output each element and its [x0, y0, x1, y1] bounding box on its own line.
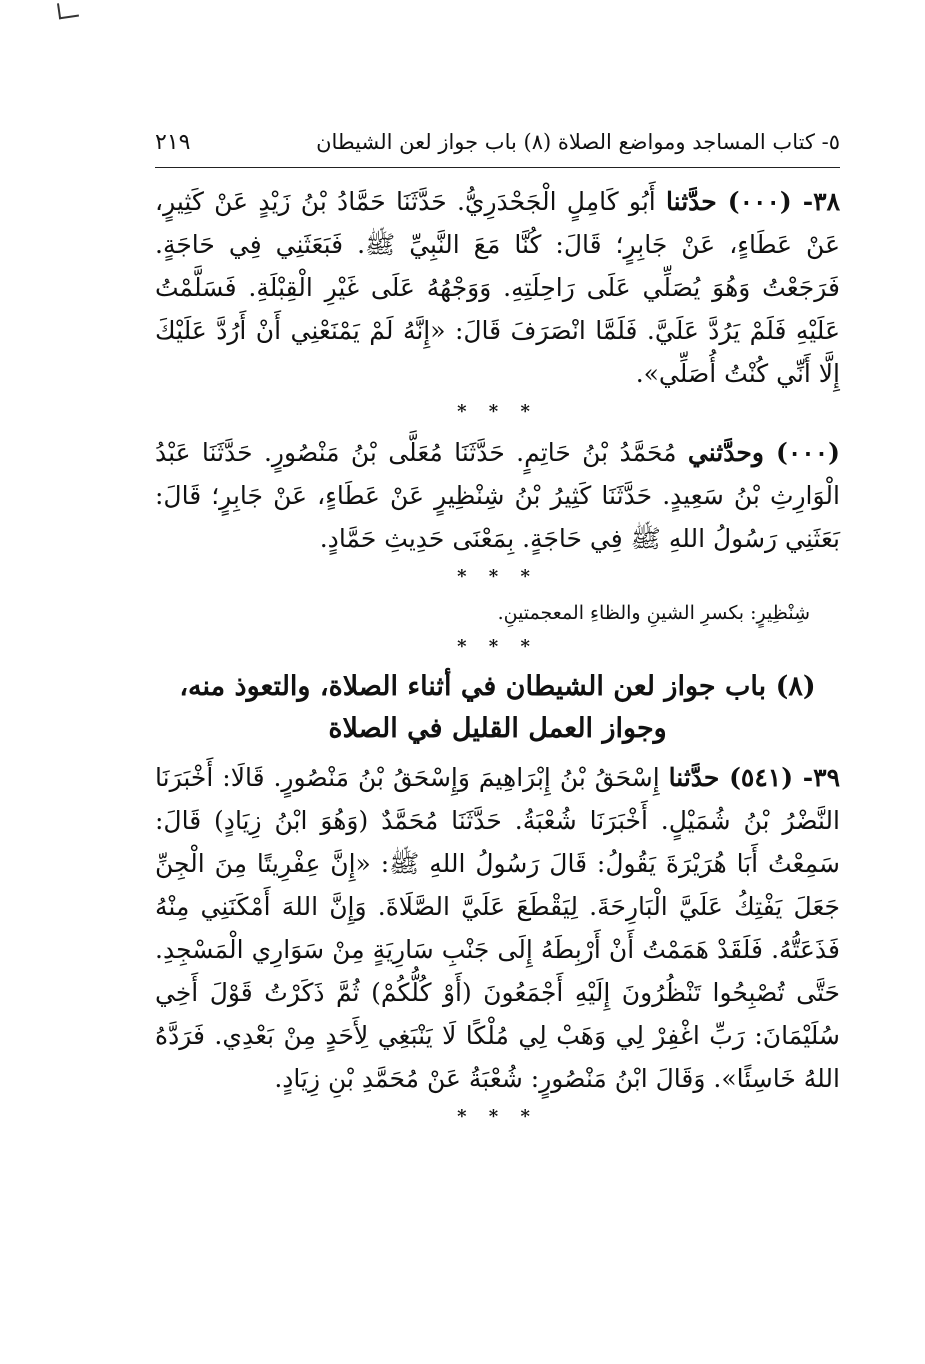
hadith-38-text: أَبُو كَامِلٍ الْجَحْدَرِيُّ. حَدَّثَنَا حَمَّادُ بْنُ زَيْدٍ عَنْ كَثِيرٍ، عَنْ عَطَاءٍ، عَنْ جَابِرٍ؛ قَالَ: كُنَّا مَعَ النَّبِيِّ ﷺ. فَبَعَثَنِي فِي حَاجَةٍ. فَرَجَعْتُ وَهُوَ يُصَلِّي عَلَى رَاحِلَتِهِ. وَوَجْهُهُ عَلَى غَيْرِ الْقِبْلَةِ. فَسَلَّمْتُ عَلَيْهِ فَلَمْ يَرُدَّ عَلَيَّ. فَلَمَّا انْصَرَفَ قَالَ: «إِنَّهُ لَمْ يَمْنَعْنِي أَنْ أَرُدَّ عَلَيْكَ إِلَّا أَنِّي كُنْتُ أُصَلِّي». — [155, 187, 840, 388]
separator: * * * — [457, 401, 538, 422]
separator: * * * — [457, 636, 538, 657]
hadith-38 — [155, 180, 840, 395]
page-header — [155, 120, 840, 168]
chapter-heading-line-2: وجواز العمل القليل في الصلاة — [328, 713, 667, 744]
running-title: ٥- كتاب المساجد ومواضع الصلاة (٨) باب جواز لعن الشيطان — [316, 130, 840, 154]
hadith-38b-lead: (٠٠٠) وحدَّثني — [687, 438, 840, 467]
footnote: شِنْظِيرٍ: بكسرِ الشينِ والظاءِ المعجمتينِ. — [497, 602, 810, 624]
separator: * * * — [457, 566, 538, 587]
chapter-heading-line-1: (٨) باب جواز لعن الشيطان في أثناء الصلاة، والتعوذ منه، — [179, 671, 816, 702]
page-number: ٢١٩ — [155, 130, 191, 155]
header-rule — [155, 167, 840, 168]
hadith-38-lead: ٣٨- (٠٠٠) حدَّثنا — [666, 187, 840, 216]
hadith-39-lead: ٣٩- (٥٤١) حدَّثنا — [668, 763, 840, 792]
hadith-38b — [155, 431, 840, 560]
corner-mark — [57, 1, 79, 20]
hadith-38b-text: مُحَمَّدُ بْنُ حَاتِمٍ. حَدَّثَنَا مُعَلَّى بْنُ مَنْصُورٍ. حَدَّثَنَا عَبْدُ الْوَارِثِ بْنُ سَعِيدٍ. حَدَّثَنَا كَثِيرُ بْنُ شِنْظِيرٍ عَنْ عَطَاءٍ، عَنْ جَابِرٍ؛ قَالَ: بَعَثَنِي رَسُولُ اللهِ ﷺ فِي حَاجَةٍ. بِمَعْنَى حَدِيثِ حَمَّادٍ. — [155, 438, 840, 553]
hadith-39-text: إِسْحَقُ بْنُ إِبْرَاهِيمَ وَإِسْحَقُ بْنُ مَنْصُورٍ. قَالَا: أَخْبَرَنَا النَّضْرُ بْنُ شُمَيْلٍ. أَخْبَرَنَا شُعْبَةُ. حَدَّثَنَا مُحَمَّدٌ (وَهُوَ ابْنُ زِيَادٍ) قَالَ: سَمِعْتُ أَبَا هُرَيْرَةَ يَقُولُ: قَالَ رَسُولُ اللهِ ﷺ: «إِنَّ عِفْرِيتًا مِنَ الْجِنِّ جَعَلَ يَفْتِكُ عَلَيَّ الْبَارِحَةَ. لِيَقْطَعَ عَلَيَّ الصَّلَاةَ. وَإِنَّ اللهَ أَمْكَنَنِي مِنْهُ فَذَعَتُّهُ. فَلَقَدْ هَمَمْتُ أَنْ أَرْبِطَهُ إِلَى جَنْبِ سَارِيَةٍ مِنْ سَوَارِي الْمَسْجِدِ. حَتَّى تُصْبِحُوا تَنْظُرُونَ إِلَيْهِ أَجْمَعُونَ (أَوْ كُلُّكُمْ) ثُمَّ ذَكَرْتُ قَوْلَ أَخِي سُلَيْمَانَ: رَبِّ اغْفِرْ لِي وَهَبْ لِي مُلْكًا لَا يَنْبَغِي لِأَحَدٍ مِنْ بَعْدِي. فَرَدَّهُ اللهُ خَاسِئًا». وَقَالَ ابْنُ مَنْصُورٍ: شُعْبَةُ عَنْ مُحَمَّدِ بْنِ زِيَادٍ. — [155, 763, 840, 1093]
page-content — [155, 180, 840, 1136]
chapter-heading — [155, 666, 840, 750]
separator: * * * — [457, 1106, 538, 1127]
hadith-39 — [155, 756, 840, 1100]
